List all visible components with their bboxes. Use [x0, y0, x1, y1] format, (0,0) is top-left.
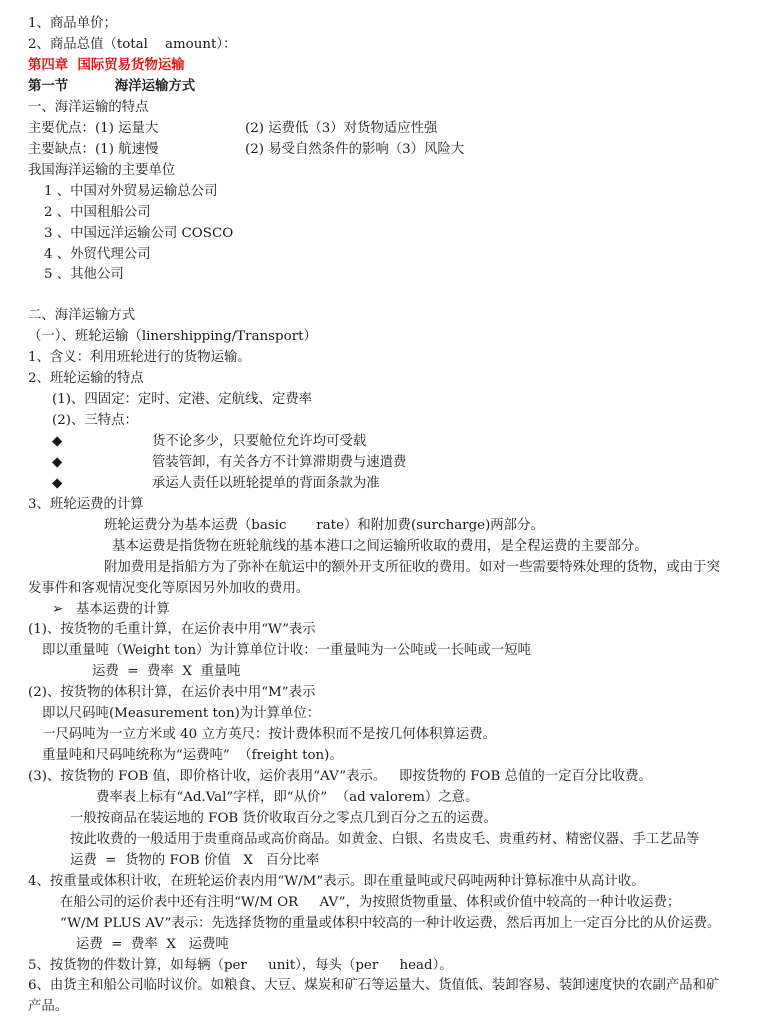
paragraph-line: 费率表上标有“Ad.Val”字样，即“从价” （ad valorem）之意。	[96, 790, 479, 805]
feature-item: 管装管卸，有关各方不计算滞期费与速遣费	[152, 455, 407, 470]
disadvantages-line-cont: (2) 易受自然条件的影响（3）风险大	[245, 142, 465, 157]
paragraph-line: 即以重量吨（Weight ton）为计算单位计收：一重量吨为一公吨或一长吨或一短吨	[42, 643, 531, 658]
heading-ocean-modes: 二、海洋运输方式	[28, 308, 136, 323]
formula-line: 运费 = 货物的 FOB 价值 X 百分比率	[70, 853, 320, 868]
feature-item: 承运人责任以班轮提单的背面条款为准	[152, 476, 380, 491]
paragraph-line: (2)、按货物的体积计算，在运价表中用“M”表示	[28, 685, 316, 700]
paragraph-line: 一般按商品在装运地的 FOB 货价收取百分之零点几到百分之五的运费。	[70, 811, 497, 826]
liner-definition: 1、含义：利用班轮进行的货物运输。	[28, 350, 251, 365]
basic-freight-heading: ➢ 基本运费的计算	[52, 602, 170, 617]
diamond-bullet-icon: ◆	[52, 455, 63, 470]
paragraph-line: 一尺码吨为一立方米或 40 立方英尺：按计费体积而不是按几何体积算运费。	[42, 727, 497, 742]
paragraph-line: 基本运费是指货物在班轮航线的基本港口之间运输所收取的费用，是全程运费的主要部分。	[112, 539, 648, 554]
formula-line: 运费 = 费率 X 重量吨	[92, 664, 241, 679]
list-item: 1 、中国对外贸易运输总公司	[44, 184, 218, 199]
feature-item: 货不论多少，只要舱位允许均可受载	[152, 434, 367, 449]
list-item: 5 、其他公司	[44, 267, 124, 282]
list-item: 4 、外贸代理公司	[44, 247, 151, 262]
paragraph-line: (1)、按货物的毛重计算，在运价表中用“W”表示	[28, 622, 316, 637]
freight-calc-heading: 3、班轮运费的计算	[28, 497, 144, 512]
paragraph-line: 重量吨和尺码吨统称为“运费吨” （freight ton)。	[42, 748, 343, 763]
formula-line: 运费 = 费率 X 运费吨	[76, 937, 229, 952]
paragraph-line: 按此收费的一般适用于贵重商品或高价商品。如黄金、白银、名贵皮毛、贵重药材、精密仪器、手工艺品等	[70, 832, 700, 847]
chapter-title: 第四章 国际贸易货物运输	[28, 58, 185, 73]
units-heading: 我国海洋运输的主要单位	[28, 163, 176, 178]
advantages-line-cont: (2) 运费低（3）对货物适应性强	[245, 121, 438, 136]
list-item: 2 、中国租船公司	[44, 205, 151, 220]
advantages-line: 主要优点：(1) 运量大	[28, 121, 159, 136]
item-total-amount: 2、商品总值（total amount）：	[28, 37, 237, 52]
diamond-bullet-icon: ◆	[52, 476, 63, 491]
paragraph-line: 在船公司的运价表中还有注明“W/M OR AV”，为按照货物重量、体积或价值中较高的一种计收运费；	[60, 895, 681, 910]
three-features: (2)、三特点：	[52, 413, 138, 428]
paragraph-line: 发事件和客观情况变化等原因另外加收的费用。	[28, 581, 310, 596]
paragraph-line: 即以尺码吨(Measurement ton)为计算单位：	[42, 706, 321, 721]
section-title: 第一节 海洋运输方式	[28, 79, 196, 94]
item-unit-price: 1、商品单价；	[28, 16, 117, 31]
paragraph-line: 附加费用是指船方为了弥补在航运中的额外开支所征收的费用。如对一些需要特殊处理的货物，或由于突	[104, 560, 720, 575]
paragraph-line: 班轮运费分为基本运费（basic rate）和附加费(surcharge)两部分。	[104, 518, 544, 533]
heading-liner: （一）、班轮运输（linershipping/Transport）	[28, 329, 317, 344]
four-fixed: (1)、四固定：定时、定港、定航线、定费率	[52, 392, 312, 407]
heading-ocean-features: 一、海洋运输的特点	[28, 100, 149, 115]
paragraph-line: “W/M PLUS AV”表示：先选择货物的重量或体积中较高的一种计收运费，然后再加上一定百分比的从价运费。	[60, 916, 721, 931]
paragraph-line: 5、按货物的件数计算，如每辆（per unit），每头（per head）。	[28, 958, 453, 973]
paragraph-line: 产品。	[28, 999, 69, 1014]
diamond-bullet-icon: ◆	[52, 434, 63, 449]
list-item: 3 、中国远洋运输公司 COSCO	[44, 226, 234, 241]
paragraph-line: 4、按重量或体积计收，在班轮运价表内用“W/M”表示。即在重量吨或尺码吨两种计算标准中从高计收。	[28, 874, 645, 889]
liner-features-heading: 2、班轮运输的特点	[28, 371, 144, 386]
paragraph-line: 6、由货主和船公司临时议价。如粮食、大豆、煤炭和矿石等运量大、货值低、装卸容易、装卸速度快的农副产品和矿	[28, 978, 720, 993]
paragraph-line: (3)、按货物的 FOB 值，即价格计收，运价表用“AV”表示。 即按货物的 FOB 总值的一定百分比收费。	[28, 769, 652, 784]
disadvantages-line: 主要缺点：(1) 航速慢	[28, 142, 159, 157]
